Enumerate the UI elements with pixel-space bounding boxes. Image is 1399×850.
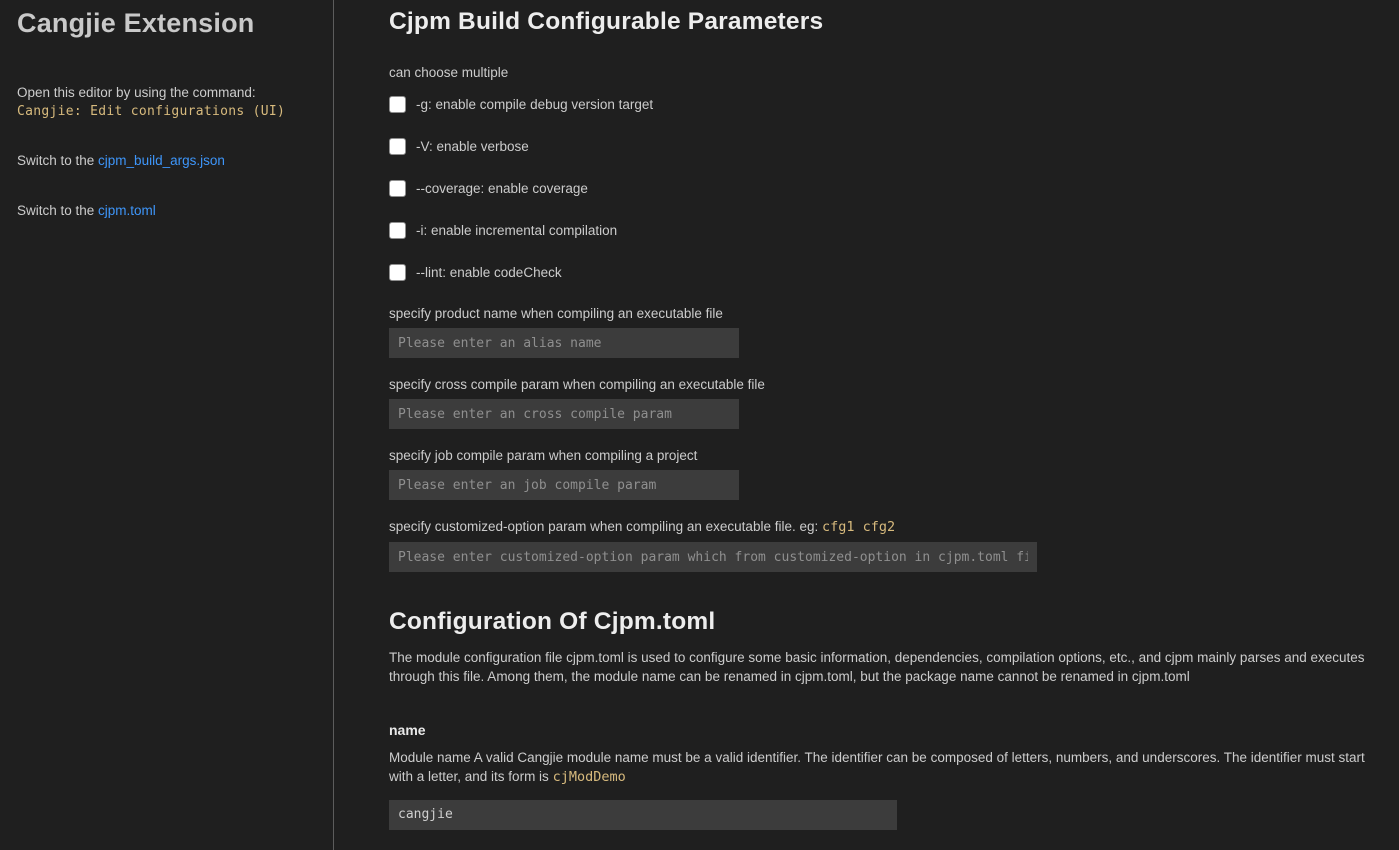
field-label: specify job compile param when compiling a project bbox=[389, 448, 698, 463]
checkbox-label: --lint: enable codeCheck bbox=[416, 265, 562, 280]
name-field-description bbox=[389, 749, 1384, 786]
field-customized-option bbox=[389, 519, 1389, 572]
multi-select-hint: can choose multiple bbox=[389, 65, 509, 80]
field-label-code: cfg1 cfg2 bbox=[821, 519, 896, 535]
switch-toml-line bbox=[17, 203, 315, 218]
field-label: specify cross compile param when compiling an executable file bbox=[389, 377, 765, 392]
checkbox-row-lint[interactable] bbox=[389, 264, 1389, 281]
field-label-text: specify customized-option param when compiling an executable file. eg: bbox=[389, 519, 822, 534]
checkbox-row-verbose[interactable] bbox=[389, 138, 1389, 155]
main-content bbox=[334, 0, 1399, 850]
customized-option-input[interactable] bbox=[389, 542, 1037, 572]
cross-compile-input[interactable] bbox=[389, 399, 739, 429]
name-field-title: name bbox=[389, 722, 426, 739]
switch-json-prefix: Switch to the bbox=[17, 153, 99, 168]
checkbox-lint[interactable] bbox=[389, 264, 406, 281]
cjpm-build-args-link[interactable]: cjpm_build_args.json bbox=[98, 153, 225, 168]
switch-toml-prefix: Switch to the bbox=[17, 203, 99, 218]
checkbox-incremental[interactable] bbox=[389, 222, 406, 239]
name-description-code: cjModDemo bbox=[552, 768, 626, 785]
checkbox-coverage[interactable] bbox=[389, 180, 406, 197]
command-text: Cangjie: Edit configurations (UI) bbox=[17, 104, 286, 119]
checkbox-list bbox=[389, 96, 1389, 281]
field-label bbox=[389, 519, 1389, 535]
field-label: specify product name when compiling an executable file bbox=[389, 306, 723, 321]
checkbox-row-debug[interactable] bbox=[389, 96, 1389, 113]
checkbox-label: -i: enable incremental compilation bbox=[416, 223, 618, 238]
checkbox-label: -V: enable verbose bbox=[416, 139, 529, 154]
sidebar-title: Cangjie Extension bbox=[17, 8, 255, 38]
command-hint: Open this editor by using the command: bbox=[17, 85, 256, 100]
field-cross-compile bbox=[389, 377, 1389, 429]
field-product-name bbox=[389, 306, 1389, 358]
toml-config-description: The module configuration file cjpm.toml is used to configure some basic information, dependencies, compilation options, etc., and cjpm mainly parses and executes through this file. Among them, the module name can be renamed in cjpm.toml, but the package name cannot be renamed in cjpm.toml bbox=[389, 650, 1365, 684]
checkbox-label: -g: enable compile debug version target bbox=[416, 97, 654, 112]
field-job-compile bbox=[389, 448, 1389, 500]
build-params-title: Cjpm Build Configurable Parameters bbox=[389, 8, 824, 35]
checkbox-verbose[interactable] bbox=[389, 138, 406, 155]
checkbox-row-incremental[interactable] bbox=[389, 222, 1389, 239]
job-compile-input[interactable] bbox=[389, 470, 739, 500]
checkbox-label: --coverage: enable coverage bbox=[416, 181, 588, 196]
toml-config-title: Configuration Of Cjpm.toml bbox=[389, 608, 716, 635]
cjpm-toml-link[interactable]: cjpm.toml bbox=[98, 203, 156, 218]
name-description-text: Module name A valid Cangjie module name must be a valid identifier. The identifier can be composed of letters, numbers, and underscores. The identifier must start with a letter, and its form is bbox=[389, 750, 1365, 784]
switch-json-line bbox=[17, 153, 315, 168]
checkbox-row-coverage[interactable] bbox=[389, 180, 1389, 197]
checkbox-debug[interactable] bbox=[389, 96, 406, 113]
product-name-input[interactable] bbox=[389, 328, 739, 358]
sidebar bbox=[0, 0, 334, 850]
